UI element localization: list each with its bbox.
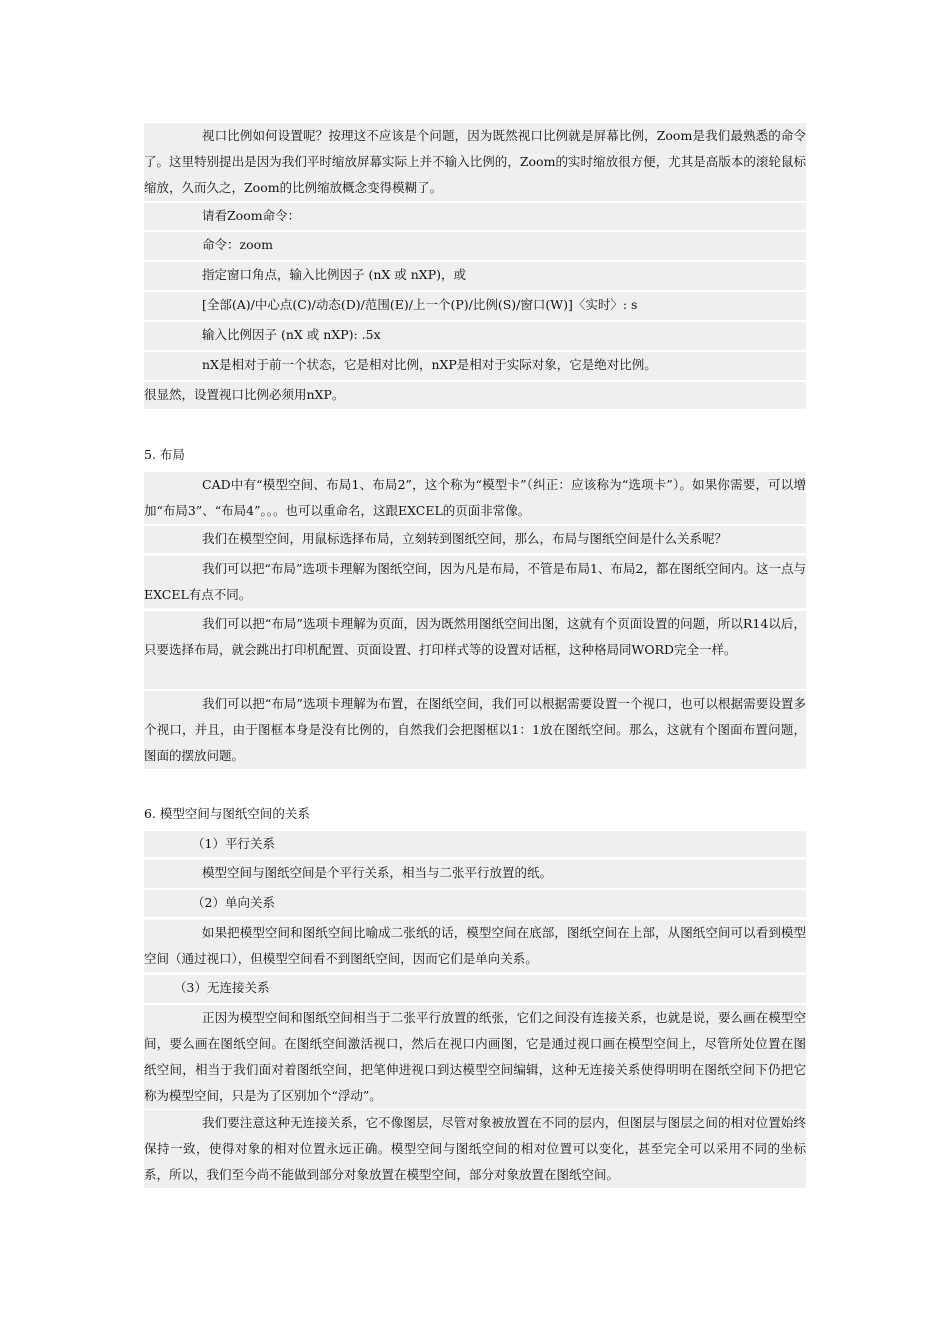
intro-zoom-options: [全部(A)/中心点(C)/动态(D)/范围(E)/上一个(P)/比例(S)/窗口(W)]〈实时〉: s — [144, 292, 806, 320]
section-5-paragraph-page-setup: 我们可以把“布局”选项卡理解为页面，因为既然用图纸空间出图，这就有个页面设置的问题，所以R14以后，只要选择布局，就会跳出打印机配置、页面设置、打印样式等的设置对话框，这种格局同WORD完全一样。 — [144, 611, 806, 689]
section-5-paragraph-paper-space: 我们可以把“布局”选项卡理解为图纸空间，因为凡是布局，不管是布局1、布局2，都在图纸空间内。这一点与EXCEL有点不同。 — [144, 556, 806, 608]
section-6-heading: 6. 模型空间与图纸空间的关系 — [144, 806, 310, 821]
section-6-sub1-paragraph: 模型空间与图纸空间是个平行关系，相当与二张平行放置的纸。 — [144, 860, 806, 888]
intro-command-zoom: 命令：zoom — [144, 232, 806, 260]
section-6-sub2-title: （2）单向关系 — [144, 890, 806, 917]
intro-paragraph-viewport-scale: 视口比例如何设置呢？按理这不应该是个问题，因为既然视口比例就是屏幕比例，Zoom是我们最熟悉的命令了。这里特别提出是因为我们平时缩放屏幕实际上并不输入比例的，Zoom的实时缩放很方便，尤其是高版本的滚轮鼠标缩放，久而久之，Zoom的比例缩放概念变得模糊了。 — [144, 123, 806, 201]
section-6-sub3-paragraph-2: 我们要注意这种无连接关系，它不像图层，尽管对象被放置在不同的层内，但图层与图层之间的相对位置始终保持一致，使得对象的相对位置永远正确。模型空间与图纸空间的相对位置可以变化，甚至完全可以采用不同的坐标系，所以，我们至今尚不能做到部分对象放置在模型空间，部分对象放置在图纸空间。 — [144, 1110, 806, 1188]
section-5-heading: 5. 布局 — [144, 447, 185, 462]
section-5-paragraph-arrangement: 我们可以把“布局”选项卡理解为布置，在图纸空间，我们可以根据需要设置一个视口，也可以根据需要设置多个视口，并且，由于图框本身是没有比例的，自然我们会把图框以1：1放在图纸空间。那么，这就有个图面布置问题，图面的摆放问题。 — [144, 691, 806, 769]
intro-zoom-command-line: 请看Zoom命令： — [144, 203, 806, 230]
section-5-paragraph-tabs: CAD中有“模型空间、布局1、布局2”，这个称为“模型卡”（纠正：应该称为“选项卡”）。如果你需要，可以增加“布局3”、“布局4”。。。也可以重命名，这跟EXCEL的页面非常像。 — [144, 472, 806, 524]
intro-conclusion: 很显然，设置视口比例必须用nXP。 — [144, 382, 806, 409]
section-6-sub3-paragraph-1: 正因为模型空间和图纸空间相当于二张平行放置的纸张，它们之间没有连接关系，也就是说，要么画在模型空间，要么画在图纸空间。在图纸空间激活视口，然后在视口内画图，它是通过视口画在模型空间上，尽管所处位置在图纸空间，相当于我们面对着图纸空间，把笔伸进视口到达模型空间编辑，这种无连接关系使得明明在图纸空间下仍把它称为模型空间，只是为了区别加个“浮动”。 — [144, 1005, 806, 1109]
section-5-paragraph-question: 我们在模型空间，用鼠标选择布局，立刻转到图纸空间，那么，布局与图纸空间是什么关系呢？ — [144, 526, 806, 553]
section-6-sub3-title: （3）无连接关系 — [144, 975, 806, 1003]
intro-window-corner-prompt: 指定窗口角点，输入比例因子 (nX 或 nXP)，或 — [144, 262, 806, 290]
section-6-sub2-paragraph: 如果把模型空间和图纸空间比喻成二张纸的话，模型空间在底部，图纸空间在上部，从图纸空间可以看到模型空间（通过视口），但模型空间看不到图纸空间，因而它们是单向关系。 — [144, 920, 806, 972]
section-6-sub1-title: （1）平行关系 — [144, 831, 806, 857]
intro-scale-factor-input: 输入比例因子 (nX 或 nXP): .5x — [144, 322, 806, 350]
intro-nx-nxp-explanation: nX是相对于前一个状态，它是相对比例，nXP是相对于实际对象，它是绝对比例。 — [144, 352, 806, 380]
